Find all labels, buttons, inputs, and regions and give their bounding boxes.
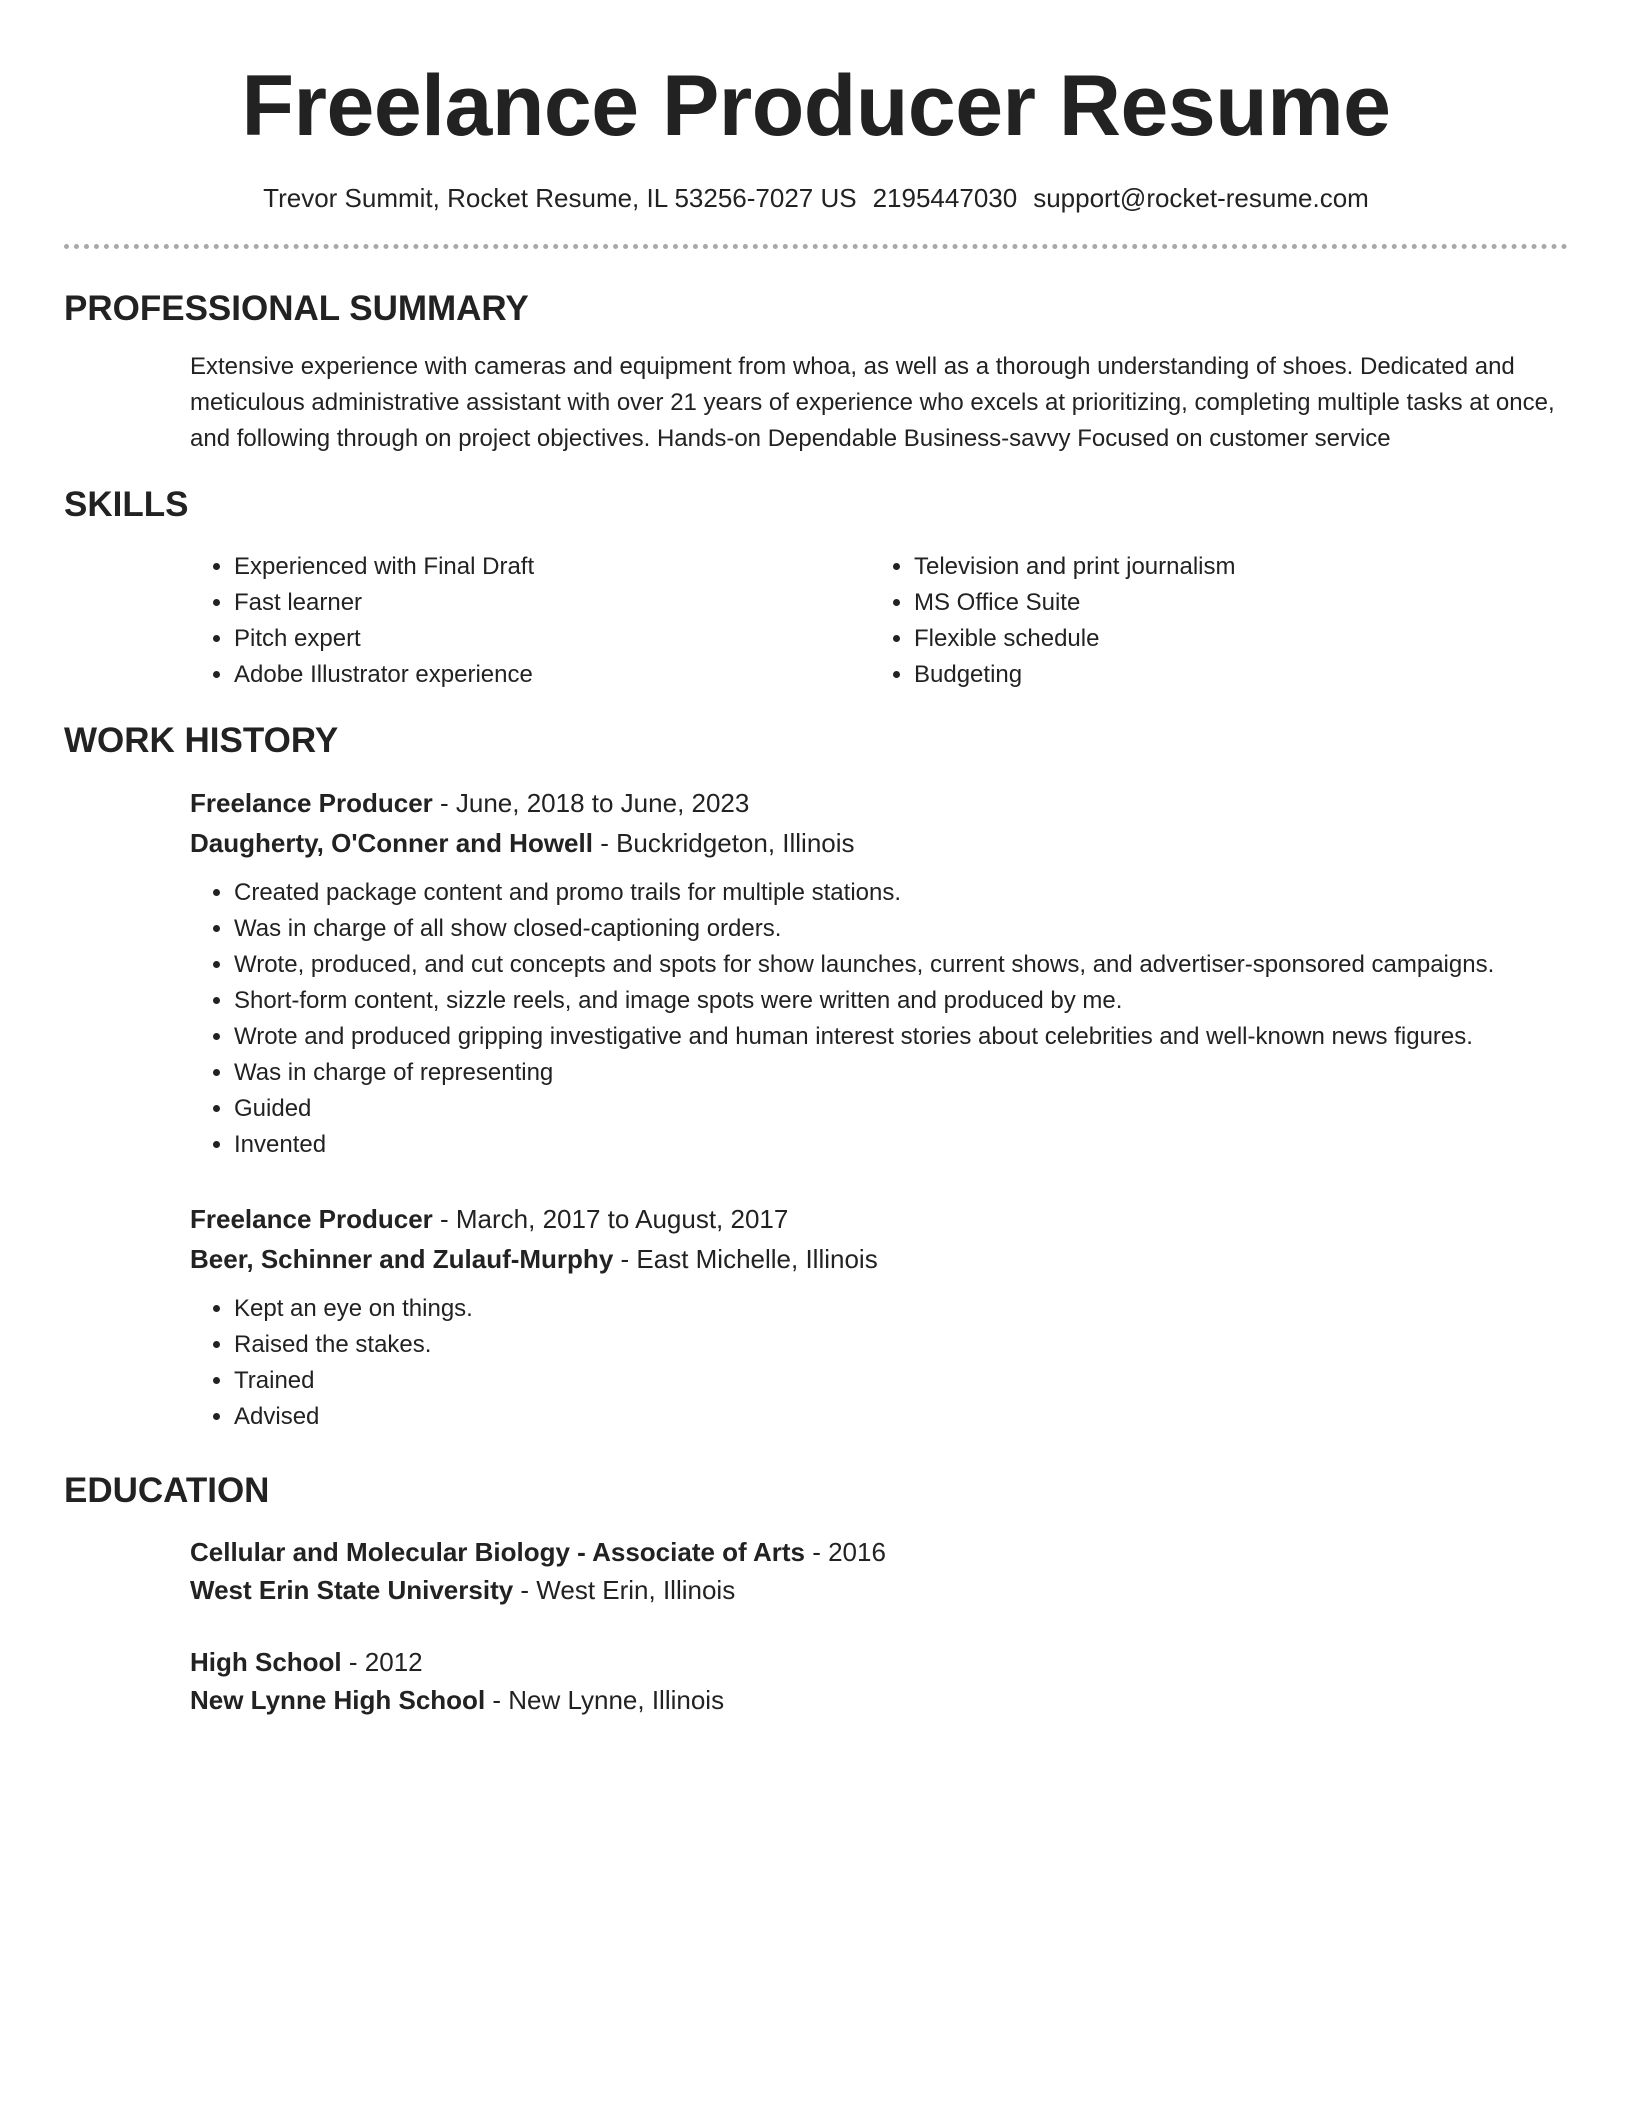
skill-item: • Adobe Illustrator experience — [234, 657, 870, 693]
job-duty: • Kept an eye on things. — [234, 1291, 1568, 1327]
job-company-line — [190, 823, 1568, 863]
job-dates: - June, 2018 to June, 2023 — [432, 788, 750, 818]
job-dates: - March, 2017 to August, 2017 — [432, 1204, 789, 1234]
skills-list-right — [870, 549, 1550, 693]
education-section — [64, 1471, 1568, 1719]
job-title: Freelance Producer — [190, 1204, 433, 1234]
edu-degree-line — [190, 1643, 1568, 1681]
skill-item: • MS Office Suite — [914, 585, 1550, 621]
summary-text: Extensive experience with cameras and equipment from whoa, as well as a thorough understanding of shoes. Dedicated and meticulous administrative assistant with over 21 years of experience who excels at prioritizing, completing multiple tasks at once, and following through on project objectives. Hands-on Dependable Business-savvy Focused on customer service — [190, 353, 1555, 452]
edu-school-line — [190, 1571, 1568, 1609]
contact-line — [64, 182, 1568, 214]
skills-section — [64, 485, 1568, 693]
edu-school: New Lynne High School — [190, 1685, 486, 1715]
job-location: - East Michelle, Illinois — [613, 1244, 878, 1274]
job-title-line — [190, 783, 1568, 823]
summary-heading: PROFESSIONAL SUMMARY — [64, 289, 529, 328]
job-entry — [190, 1199, 1568, 1435]
job-duty: • Short-form content, sizzle reels, and image spots were written and produced by me. — [234, 983, 1568, 1019]
education-heading: EDUCATION — [64, 1471, 270, 1510]
job-duty: • Raised the stakes. — [234, 1327, 1568, 1363]
job-duty: • Advised — [234, 1399, 1568, 1435]
skill-item: • Pitch expert — [234, 621, 870, 657]
edu-degree: Cellular and Molecular Biology - Associate of Arts — [190, 1537, 805, 1567]
job-duty: • Wrote and produced gripping investigative and human interest stories about celebrities and well-known news figures. — [234, 1019, 1568, 1055]
work-section — [64, 721, 1568, 1435]
skills-heading: SKILLS — [64, 485, 189, 524]
job-company: Daugherty, O'Conner and Howell — [190, 828, 593, 858]
education-entry — [190, 1643, 1568, 1719]
edu-degree: High School — [190, 1647, 342, 1677]
job-duty: • Trained — [234, 1363, 1568, 1399]
job-duty: • Was in charge of representing — [234, 1055, 1568, 1091]
edu-degree-line — [190, 1533, 1568, 1571]
job-duties — [190, 1291, 1568, 1435]
skill-item: • Television and print journalism — [914, 549, 1550, 585]
job-duty: • Guided — [234, 1091, 1568, 1127]
job-location: - Buckridgeton, Illinois — [592, 828, 855, 858]
job-duty: • Created package content and promo trails for multiple stations. — [234, 875, 1568, 911]
work-heading: WORK HISTORY — [64, 721, 339, 760]
education-entry — [190, 1533, 1568, 1609]
contact-phone: 2195447030 — [872, 183, 1018, 213]
job-entry — [190, 783, 1568, 1163]
job-duties — [190, 875, 1568, 1163]
edu-location: - New Lynne, Illinois — [485, 1685, 725, 1715]
skills-list-left — [190, 549, 870, 693]
edu-school-line — [190, 1681, 1568, 1719]
job-duty: • Invented — [234, 1127, 1568, 1163]
job-company-line — [190, 1239, 1568, 1279]
job-title: Freelance Producer — [190, 788, 433, 818]
header-divider — [64, 244, 1568, 249]
skill-item: • Fast learner — [234, 585, 870, 621]
skill-item: • Flexible schedule — [914, 621, 1550, 657]
contact-email: support@rocket-resume.com — [1033, 183, 1369, 213]
skill-item: • Experienced with Final Draft — [234, 549, 870, 585]
job-title-line — [190, 1199, 1568, 1239]
contact-address: Trevor Summit, Rocket Resume, IL 53256-7027 US — [263, 183, 857, 213]
resume-page — [64, 0, 1568, 1753]
job-duty: • Was in charge of all show closed-captioning orders. — [234, 911, 1568, 947]
page-title: Freelance Producer Resume — [241, 58, 1391, 154]
job-company: Beer, Schinner and Zulauf-Murphy — [190, 1244, 614, 1274]
edu-year: - 2016 — [804, 1537, 886, 1567]
edu-school: West Erin State University — [190, 1575, 514, 1605]
summary-section — [64, 289, 1568, 457]
job-duty: • Wrote, produced, and cut concepts and spots for show launches, current shows, and advertiser-sponsored campaigns. — [234, 947, 1568, 983]
edu-year: - 2012 — [341, 1647, 423, 1677]
skill-item: • Budgeting — [914, 657, 1550, 693]
edu-location: - West Erin, Illinois — [513, 1575, 736, 1605]
